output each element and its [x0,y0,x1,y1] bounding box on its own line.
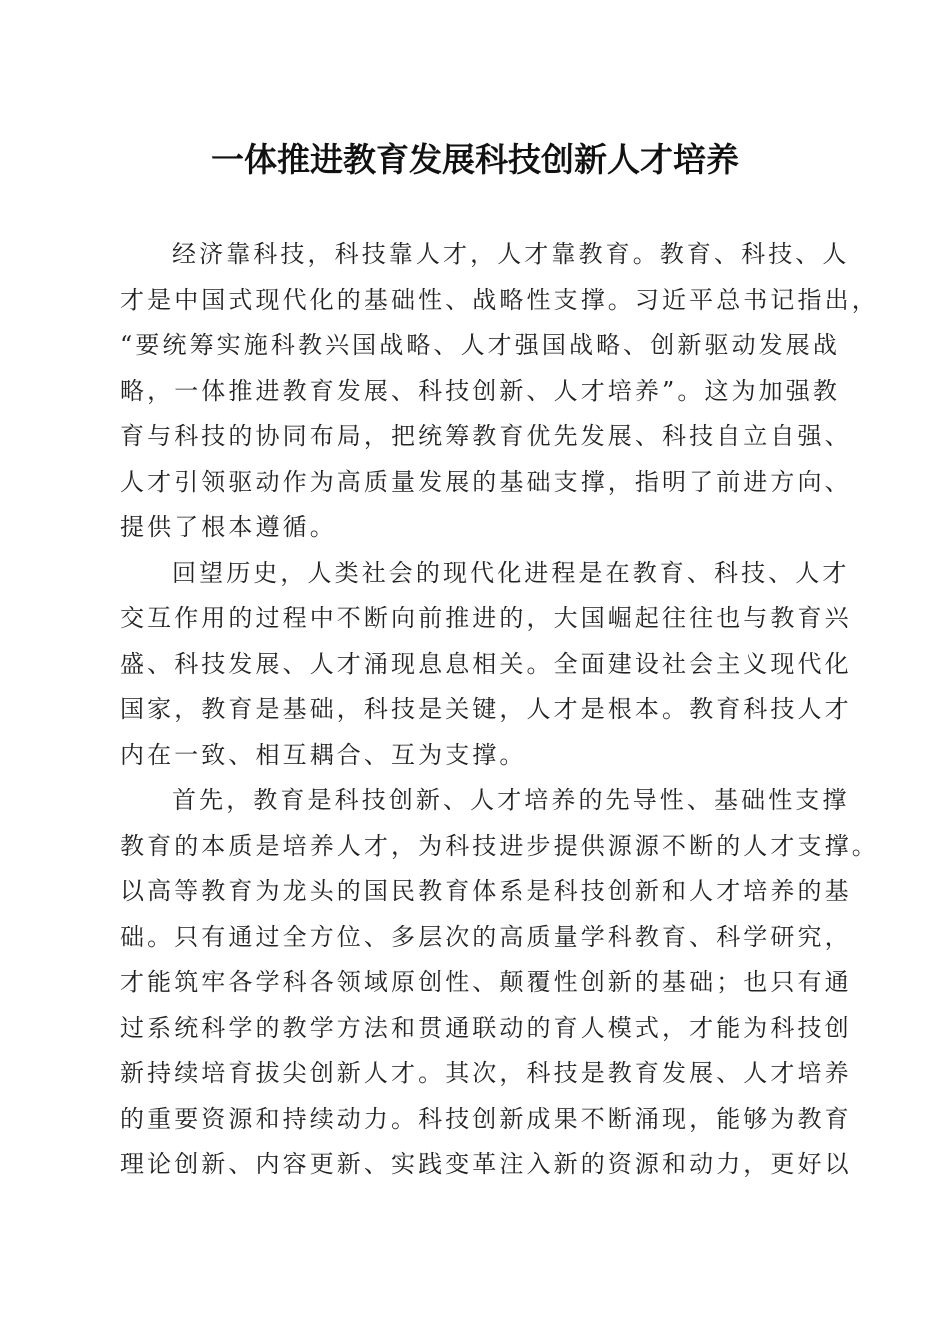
text-line: 才是中国式现代化的基础性、战略性支撑。习近平总书记指出， [120,285,879,314]
text-line: 盛、科技发展、人才涌现息息相关。全面建设社会主义现代化 [120,649,852,678]
paragraph-3 [120,778,879,1188]
text-line: 提供了根本遵循。 [120,513,337,541]
text-line: 教育的本质是培养人才，为科技进步提供源源不断的人才支撑。 [120,831,879,860]
text-line: 理论创新、内容更新、实践变革注入新的资源和动力，更好以 [120,1150,852,1178]
text-line: 育与科技的协同布局，把统筹教育优先发展、科技自立自强、 [120,422,852,450]
text-line: 经济靠科技，科技靠人才，人才靠教育。教育、科技、人 [172,240,850,268]
text-line: “要统筹实施科教兴国战略、人才强国战略、创新驱动发展战 [120,331,840,359]
text-line: 交互作用的过程中不断向前推进的，大国崛起往往也与教育兴 [120,604,852,632]
document-body [120,232,879,1188]
paragraph-1 [120,232,879,551]
text-line: 础。只有通过全方位、多层次的高质量学科教育、科学研究， [120,922,852,951]
text-line: 人才引领驱动作为高质量发展的基础支撑，指明了前进方向、 [120,467,852,496]
text-line: 国家，教育是基础，科技是关键，人才是根本。教育科技人才 [120,695,852,723]
text-line: 内在一致、相互耦合、互为支撑。 [120,740,527,769]
text-line: 略，一体推进教育发展、科技创新、人才培养”。这为加强教 [120,376,840,405]
text-line: 首先，教育是科技创新、人才培养的先导性、基础性支撑 [172,786,850,814]
text-line: 过系统科学的教学方法和贯通联动的育人模式，才能为科技创 [120,1013,852,1042]
text-line: 以高等教育为龙头的国民教育体系是科技创新和人才培养的基 [120,877,852,905]
document-title: 一体推进教育发展科技创新人才培养 [211,140,739,179]
text-line: 新持续培育拔尖创新人才。其次，科技是教育发展、人才培养 [120,1059,852,1087]
text-line: 的重要资源和持续动力。科技创新成果不断涌现，能够为教育 [120,1104,852,1133]
text-line: 回望历史，人类社会的现代化进程是在教育、科技、人才 [172,558,850,587]
text-line: 才能筑牢各学科各领域原创性、颠覆性创新的基础；也只有通 [120,968,852,996]
paragraph-2 [120,551,852,779]
